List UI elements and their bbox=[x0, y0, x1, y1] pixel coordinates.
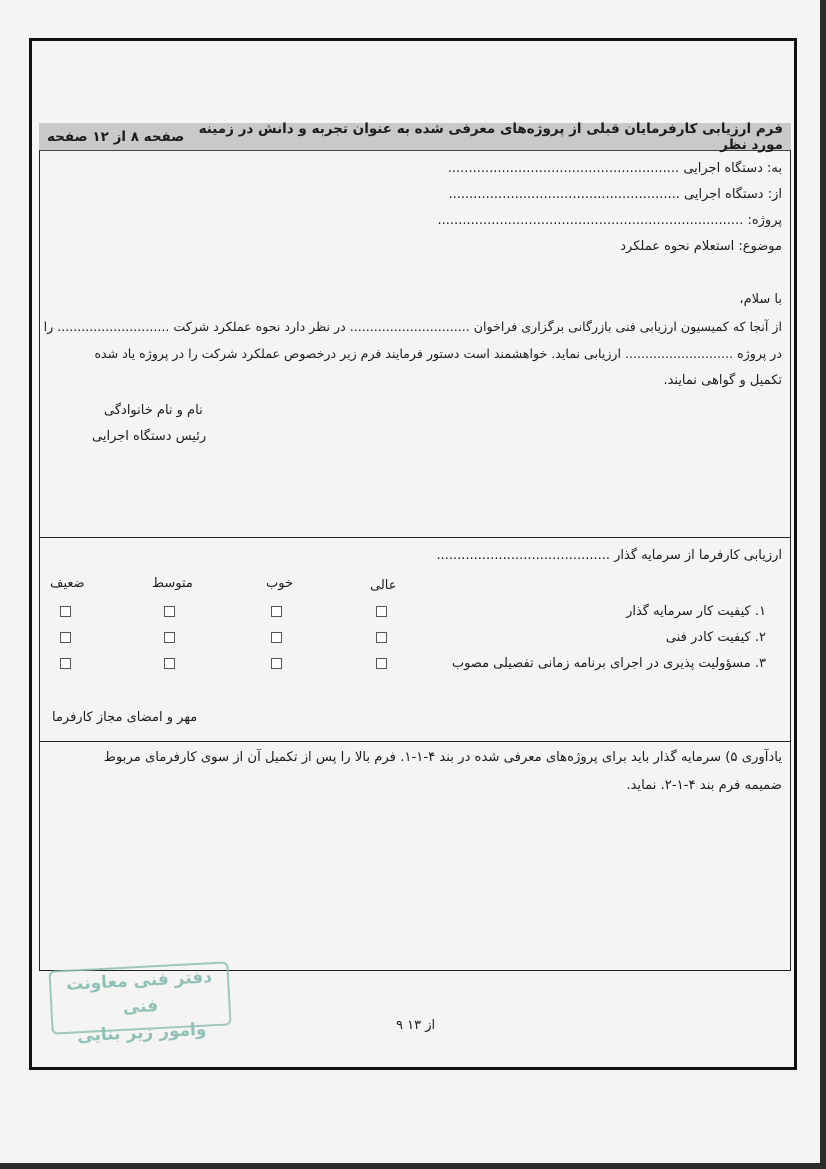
rating-checkbox[interactable] bbox=[376, 632, 387, 643]
scan-edge bbox=[0, 1163, 826, 1169]
form-title-bar bbox=[39, 120, 791, 153]
note-section bbox=[39, 742, 791, 971]
criterion-label: ۱. کیفیت کار سرمایه گذار bbox=[626, 604, 766, 619]
page-indicator: صفحه ۸ از ۱۲ صفحه bbox=[47, 128, 185, 145]
note-line: یادآوری ۵) سرمایه گذار باید برای پروژه‌های معرفی شده در بند ۴-۱-۱. فرم بالا را پس از تکمیل آن از سوی کارفرمای مربوط bbox=[103, 750, 782, 765]
rating-checkbox[interactable] bbox=[164, 606, 175, 617]
rating-checkbox[interactable] bbox=[376, 658, 387, 669]
body-line: از آنجا که کمیسیون ارزیابی فنی بازرگانی برگزاری فراخوان .............................. در نظر دارد نحوه عملکرد شرکت ............................ را bbox=[43, 319, 782, 334]
rating-checkbox[interactable] bbox=[60, 606, 71, 617]
column-excellent: عالی bbox=[370, 578, 397, 593]
form-title: فرم ارزیابی کارفرمایان قبلی از پروژه‌های معرفی شده به عنوان تجربه و دانش در زمینه مورد نظر bbox=[198, 120, 783, 153]
criterion-label: ۳. مسؤولیت پذیری در اجرای برنامه زمانی تفصیلی مصوب bbox=[451, 656, 766, 671]
signatory-title: رئیس دستگاه اجرایی bbox=[92, 429, 207, 444]
evaluation-heading: ارزیابی کارفرما از سرمایه گذار .......................................... bbox=[436, 548, 782, 563]
office-stamp: دفتر فنی معاونت فنی وامور زیر بنایی bbox=[48, 961, 231, 1034]
body-line: تکمیل و گواهی نمایند. bbox=[663, 373, 782, 388]
rating-checkbox[interactable] bbox=[60, 658, 71, 669]
rating-checkbox[interactable] bbox=[271, 606, 282, 617]
signatory-name: نام و نام خانوادگی bbox=[104, 403, 203, 418]
column-weak: ضعیف bbox=[50, 576, 85, 591]
from-line: از: دستگاه اجرایی ........................................................ bbox=[448, 187, 782, 202]
employer-signature-label: مهر و امضای مجاز کارفرما bbox=[52, 710, 198, 725]
evaluation-section bbox=[39, 538, 791, 742]
rating-checkbox[interactable] bbox=[60, 632, 71, 643]
greeting: با سلام، bbox=[739, 292, 782, 307]
rating-checkbox[interactable] bbox=[164, 658, 175, 669]
rating-checkbox[interactable] bbox=[164, 632, 175, 643]
rating-checkbox[interactable] bbox=[271, 658, 282, 669]
page-frame bbox=[29, 38, 797, 1070]
scan-edge bbox=[820, 0, 826, 1169]
subject-line: موضوع: استعلام نحوه عملکرد bbox=[620, 239, 782, 254]
project-line: پروژه: .......................................................................... bbox=[437, 213, 782, 228]
body-line: در پروژه ........................... ارزیابی نماید. خواهشمند است دستور فرمایند فرم زیر درخصوص عملکرد شرکت را در پروژه یاد شده bbox=[94, 346, 782, 361]
note-line: ضمیمه فرم بند ۴-۱-۲. نماید. bbox=[626, 778, 782, 793]
to-line: به: دستگاه اجرایی ........................................................ bbox=[447, 161, 782, 176]
rating-checkbox[interactable] bbox=[376, 606, 387, 617]
rating-checkbox[interactable] bbox=[271, 632, 282, 643]
column-average: متوسط bbox=[152, 576, 193, 591]
letter-section bbox=[39, 151, 791, 538]
criterion-label: ۲. کیفیت کادر فنی bbox=[665, 630, 766, 645]
column-good: خوب bbox=[266, 576, 293, 591]
page-number: ۹ از ۱۳ bbox=[396, 1018, 436, 1033]
